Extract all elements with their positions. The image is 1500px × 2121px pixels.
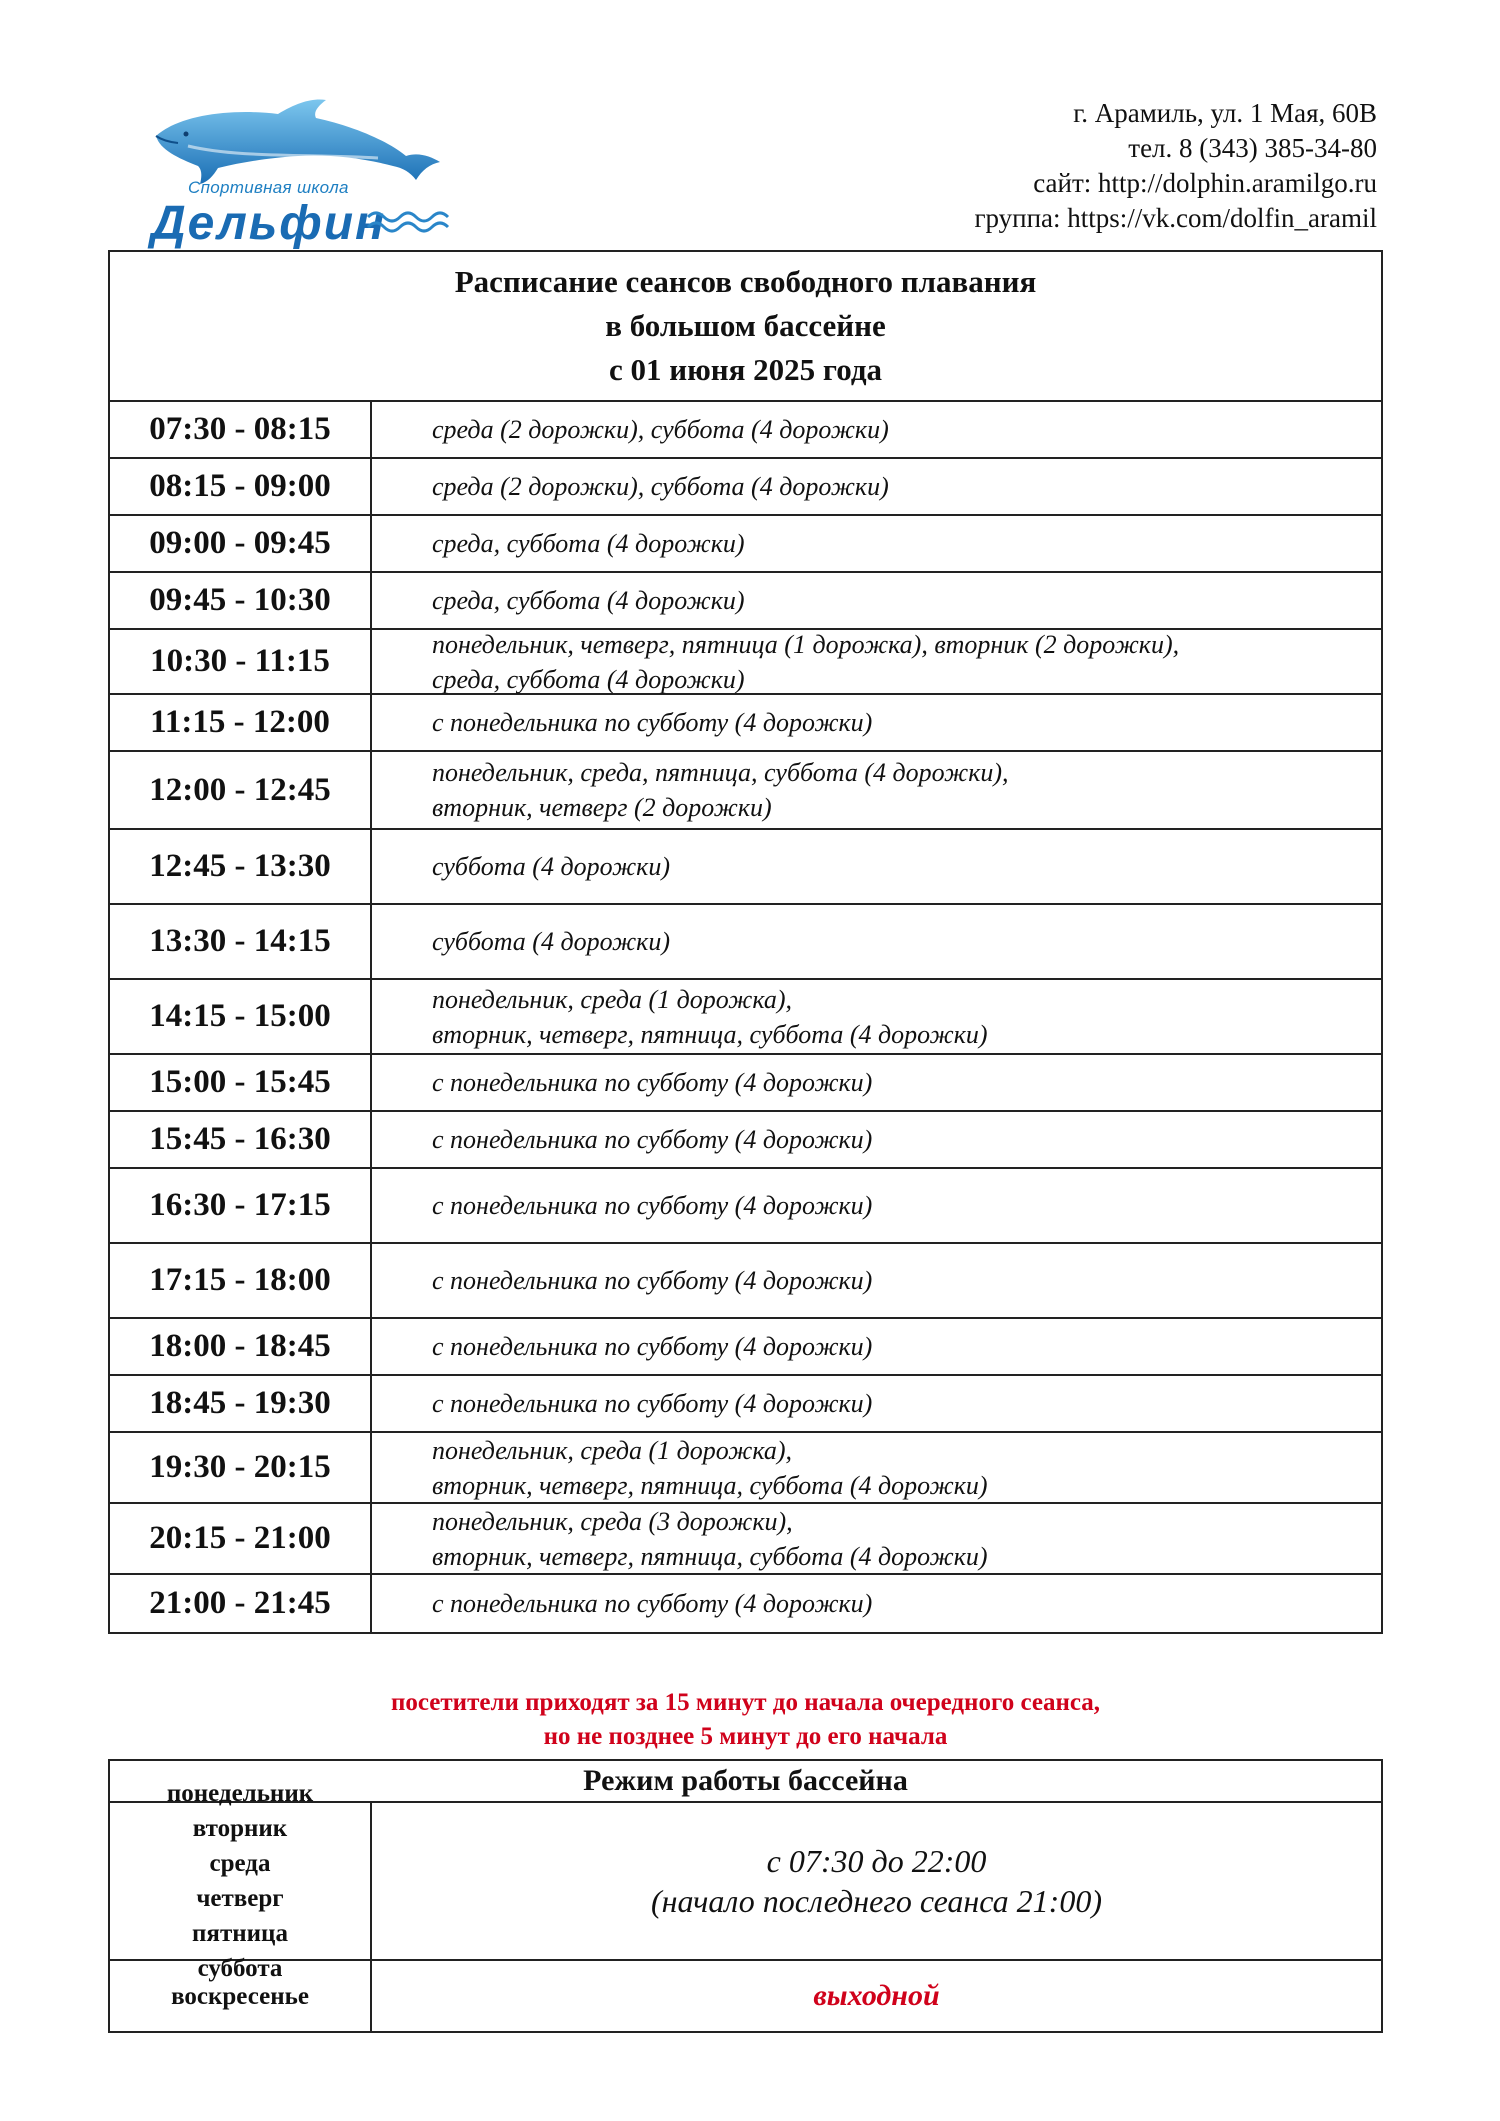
weekday-label: вторник (192, 1815, 288, 1842)
session-days-line: среда, суббота (4 дорожки) (432, 529, 745, 558)
schedule-row (110, 1504, 1381, 1575)
weekday-label: суббота (197, 1955, 283, 1982)
schedule-row (110, 573, 1381, 630)
session-days (372, 1244, 1381, 1317)
session-time: 21:00 - 21:45 (110, 1575, 372, 1632)
weekday-time: с 07:30 до 22:00 (766, 1843, 987, 1879)
schedule-rows (110, 402, 1381, 1632)
session-days (372, 695, 1381, 750)
session-days-line: с понедельника по субботу (4 дорожки) (432, 1068, 873, 1097)
schedule-row (110, 752, 1381, 830)
session-days-line: среда, суббота (4 дорожки) (432, 664, 745, 694)
session-days-line: вторник, четверг, пятница, суббота (4 дорожки) (432, 1541, 988, 1571)
session-time: 08:15 - 09:00 (110, 459, 372, 514)
schedule-row (110, 905, 1381, 980)
session-time: 13:30 - 14:15 (110, 905, 372, 978)
phone-text: тел. 8 (343) 385-34-80 (1128, 133, 1377, 163)
session-time: 11:15 - 12:00 (110, 695, 372, 750)
session-days (372, 980, 1381, 1053)
sunday-status: выходной (813, 1979, 940, 2012)
schedule-title-line: Расписание сеансов свободного плавания (454, 264, 1037, 299)
session-days-line: с понедельника по субботу (4 дорожки) (432, 1125, 873, 1154)
school-logo (148, 96, 468, 250)
session-days (372, 459, 1381, 514)
weekday-label: четверг (196, 1885, 284, 1912)
schedule-row (110, 1575, 1381, 1632)
session-days (372, 1319, 1381, 1374)
session-time: 15:45 - 16:30 (110, 1112, 372, 1167)
working-hours-table (108, 1759, 1383, 2033)
logo-subtitle: Спортивная школа (188, 178, 349, 197)
session-time: 18:00 - 18:45 (110, 1319, 372, 1374)
session-days-line: среда, суббота (4 дорожки) (432, 586, 745, 615)
schedule-table (108, 250, 1383, 1634)
session-days (372, 905, 1381, 978)
schedule-title-line: с 01 июня 2025 года (608, 352, 883, 387)
session-days (372, 402, 1381, 457)
session-days (372, 573, 1381, 628)
schedule-title-line: в большом бассейне (605, 308, 886, 343)
schedule-row (110, 980, 1381, 1055)
group-link[interactable]: группа: https://vk.com/dolfin_aramil (974, 203, 1377, 233)
schedule-row (110, 1376, 1381, 1433)
session-days-line: понедельник, четверг, пятница (1 дорожка), вторник (2 дорожки), (432, 629, 1180, 659)
session-time: 12:00 - 12:45 (110, 752, 372, 828)
contacts-block (974, 96, 1377, 236)
session-days (372, 1376, 1381, 1431)
address-text: г. Арамиль, ул. 1 Мая, 60В (1073, 98, 1377, 128)
session-days (372, 830, 1381, 903)
weekday-list (110, 1780, 372, 1982)
session-days-line: суббота (4 дорожки) (432, 852, 670, 881)
weekday-label: понедельник (166, 1780, 314, 1807)
session-days-line: с понедельника по субботу (4 дорожки) (432, 1266, 873, 1295)
session-days-line: понедельник, среда, пятница, суббота (4 дорожки), (432, 758, 1009, 787)
session-days-line: среда (2 дорожки), суббота (4 дорожки) (432, 415, 889, 444)
weekday-note: (начало последнего сеанса 21:00) (651, 1883, 1102, 1919)
logo-name: Дельфин (151, 197, 387, 250)
session-days-line: с понедельника по субботу (4 дорожки) (432, 1589, 873, 1618)
schedule-row (110, 695, 1381, 752)
session-days (372, 516, 1381, 571)
schedule-row (110, 1319, 1381, 1376)
session-days-line: понедельник, среда (1 дорожка), (432, 1435, 792, 1465)
waves-icon (366, 209, 462, 235)
schedule-row (110, 1244, 1381, 1319)
session-days-line: с понедельника по субботу (4 дорожки) (432, 1332, 873, 1361)
sunday-status-cell (372, 1961, 1381, 2031)
session-time: 10:30 - 11:15 (110, 630, 372, 693)
session-days-line: с понедельника по субботу (4 дорожки) (432, 1389, 873, 1418)
session-days-line: понедельник, среда (1 дорожка), (432, 984, 792, 1014)
schedule-row (110, 516, 1381, 573)
notice-line: но не позднее 5 минут до его начала (543, 1723, 948, 1750)
session-time: 20:15 - 21:00 (110, 1504, 372, 1573)
session-time: 17:15 - 18:00 (110, 1244, 372, 1317)
schedule-row (110, 830, 1381, 905)
sunday-row (110, 1961, 1381, 2031)
site-link[interactable]: сайт: http://dolphin.aramilgo.ru (1033, 168, 1377, 198)
schedule-row (110, 1433, 1381, 1504)
session-time: 12:45 - 13:30 (110, 830, 372, 903)
session-days (372, 630, 1381, 693)
weekday-label: среда (209, 1850, 271, 1877)
schedule-row (110, 630, 1381, 695)
session-days-line: вторник, четверг, пятница, суббота (4 дорожки) (432, 1019, 988, 1049)
arrival-notice (108, 1686, 1383, 1754)
schedule-row (110, 1169, 1381, 1244)
session-time: 15:00 - 15:45 (110, 1055, 372, 1110)
session-days (372, 1504, 1381, 1573)
schedule-row (110, 459, 1381, 516)
schedule-row (110, 1055, 1381, 1112)
session-time: 09:45 - 10:30 (110, 573, 372, 628)
weekday-hours (372, 1803, 1381, 1959)
session-days-line: с понедельника по субботу (4 дорожки) (432, 708, 873, 737)
session-days (372, 1112, 1381, 1167)
session-days (372, 1169, 1381, 1242)
session-days (372, 752, 1381, 828)
session-days (372, 1433, 1381, 1502)
session-days-line: понедельник, среда (3 дорожки), (432, 1506, 793, 1536)
session-time: 19:30 - 20:15 (110, 1433, 372, 1502)
working-hours-title: Режим работы бассейна (110, 1761, 1381, 1803)
session-days (372, 1575, 1381, 1632)
session-time: 09:00 - 09:45 (110, 516, 372, 571)
notice-line: посетители приходят за 15 минут до начала очередного сеанса, (391, 1689, 1100, 1716)
session-days-line: вторник, четверг (2 дорожки) (432, 793, 772, 822)
session-days-line: среда (2 дорожки), суббота (4 дорожки) (432, 472, 889, 501)
session-time: 16:30 - 17:15 (110, 1169, 372, 1242)
schedule-title (110, 252, 1381, 402)
schedule-row (110, 402, 1381, 459)
session-time: 07:30 - 08:15 (110, 402, 372, 457)
session-days (372, 1055, 1381, 1110)
schedule-row (110, 1112, 1381, 1169)
session-days-line: суббота (4 дорожки) (432, 927, 670, 956)
session-days-line: вторник, четверг, пятница, суббота (4 дорожки) (432, 1470, 988, 1500)
sunday-label: воскресенье (110, 1961, 372, 2031)
session-days-line: с понедельника по субботу (4 дорожки) (432, 1191, 873, 1220)
weekday-label: пятница (192, 1920, 288, 1947)
session-time: 14:15 - 15:00 (110, 980, 372, 1053)
session-time: 18:45 - 19:30 (110, 1376, 372, 1431)
